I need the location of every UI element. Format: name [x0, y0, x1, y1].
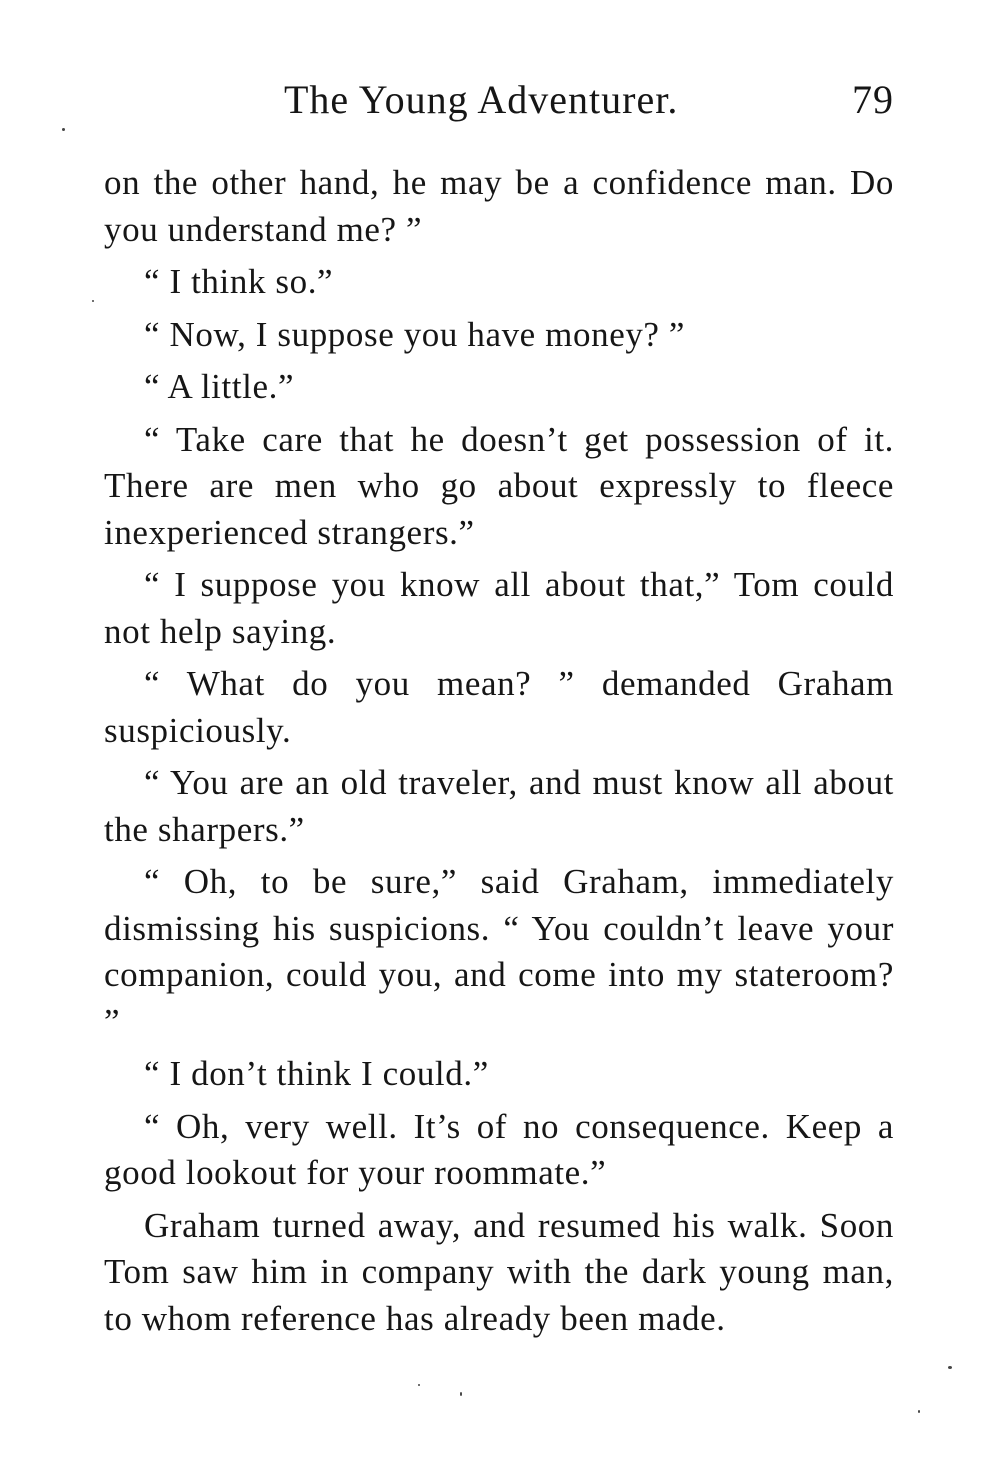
paragraph: on the other hand, he may be a confidence man. Do you understand me? ” — [104, 163, 894, 249]
paragraph: “ I don’t think I could.” — [144, 1054, 489, 1093]
paragraph: Graham turned away, and resumed his walk. Soon Tom saw him in company with the dark young man, to whom reference has already been made. — [104, 1205, 894, 1338]
paragraph: “ A little.” — [144, 367, 295, 406]
running-title: The Young Adventurer. — [284, 77, 679, 122]
scan-speck — [92, 300, 94, 302]
paragraph: “ Take care that he doesn’t get possession of it. There are men who go about expressly to fleece inexperienced strangers.” — [104, 419, 894, 552]
scan-speck — [418, 1384, 420, 1386]
paragraph: “ Oh, very well. It’s of no consequence. Keep a good lookout for your roommate.” — [104, 1106, 894, 1192]
body-text — [104, 160, 894, 1342]
paragraph: “ I think so.” — [144, 262, 334, 301]
page-number: 79 — [852, 77, 894, 122]
scan-speck — [62, 128, 65, 131]
paragraph: “ Now, I suppose you have money? ” — [144, 314, 686, 354]
running-head — [104, 76, 894, 138]
scan-speck — [460, 1392, 462, 1396]
paragraph: “ You are an old traveler, and must know all about the sharpers.” — [104, 763, 894, 849]
paragraph: “ Oh, to be sure,” said Graham, immediately dismissing his suspicions. “ You couldn’t leave your companion, could you, and come into my stateroom? ” — [104, 862, 894, 1041]
book-page — [104, 76, 894, 1396]
scan-speck — [918, 1410, 920, 1413]
paragraph: “ What do you mean? ” demanded Graham suspiciously. — [104, 664, 894, 750]
scan-speck — [948, 1366, 952, 1369]
paragraph: “ I suppose you know all about that,” Tom could not help saying. — [104, 565, 894, 651]
